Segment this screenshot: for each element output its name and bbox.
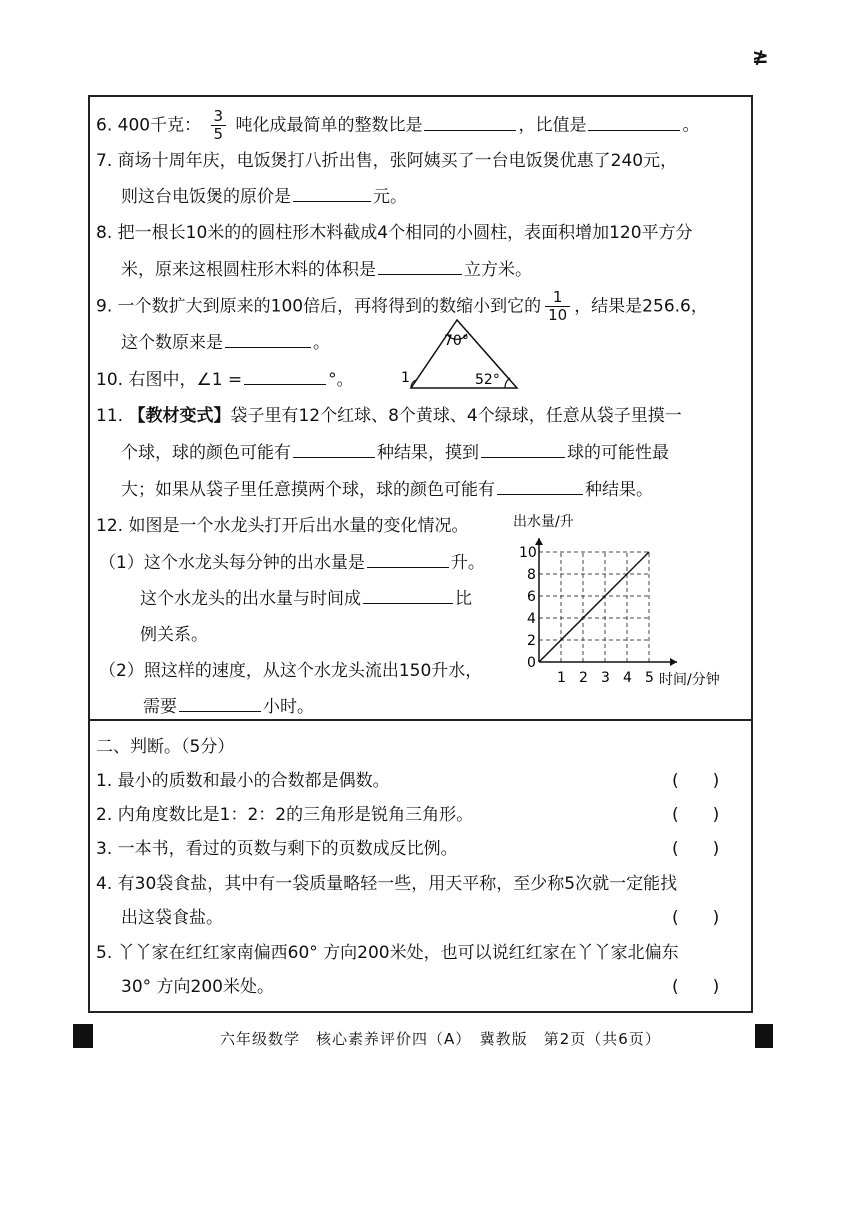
question-9-line2 [121, 328, 330, 353]
answer-parentheses[interactable]: ( ) [672, 908, 720, 928]
answer-blank[interactable] [378, 273, 462, 275]
q7-line2b: 元。 [373, 187, 407, 207]
question-number: 10. [96, 370, 124, 390]
y-axis-arrow [535, 538, 543, 545]
q12-p1d: 比 [455, 589, 472, 609]
fraction-1-10 [545, 289, 570, 324]
answer-blank[interactable] [424, 129, 516, 131]
question-11-line3 [121, 475, 653, 500]
answer-parentheses[interactable]: ( ) [672, 805, 720, 825]
y-axis-label: 出水量/升 [513, 514, 574, 530]
question-10 [96, 365, 354, 390]
answer-blank[interactable] [481, 456, 565, 458]
answer-parentheses[interactable]: ( ) [672, 771, 720, 791]
judge-item-1 [96, 766, 390, 791]
fraction-denominator: 5 [213, 125, 224, 143]
answer-blank[interactable] [497, 493, 583, 495]
question-number: 12. [96, 516, 124, 536]
judge-item-5 [96, 938, 679, 963]
textbook-variant-tag: 【教材变式】 [128, 406, 231, 426]
fraction-numerator: 1 [545, 289, 570, 307]
q12-intro: 如图是一个水龙头打开后出水量的变化情况。 [128, 516, 469, 536]
question-number: 6. [96, 115, 113, 136]
question-number: 9. [96, 296, 113, 317]
q7-line1: 商场十周年庆，电饭煲打八折出售，张阿姨买了一台电饭煲优惠了240元， [117, 151, 678, 171]
y-tick-label: 4 [527, 611, 536, 627]
item-text: 一本书，看过的页数与剩下的页数成反比例。 [117, 839, 458, 859]
q6-text-d: 。 [682, 115, 700, 136]
answer-blank[interactable] [588, 129, 680, 131]
q12-p2b: 需要 [143, 697, 177, 717]
judge-item-3 [96, 834, 458, 859]
page-mark: ≱ [752, 44, 769, 68]
question-11 [96, 401, 682, 426]
x-tick-label: 2 [579, 670, 588, 686]
item-number: 3. [96, 839, 113, 859]
q6-text-a: 400千克： [117, 115, 202, 136]
fraction-denominator: 10 [548, 306, 568, 324]
item-number: 5. [96, 943, 113, 963]
question-number: 7. [96, 151, 113, 171]
q12-p2c: 小时。 [263, 697, 314, 717]
page-footer: 六年级数学 核心素养评价四（A） 冀教版 第2页（共6页） [220, 1030, 661, 1048]
question-12 [96, 511, 468, 536]
q6-text-b: 吨化成最简单的整数比是 [235, 115, 423, 136]
answer-blank[interactable] [363, 602, 453, 604]
q9-line2a: 这个数原来是 [121, 333, 223, 353]
y-tick-label: 8 [527, 567, 536, 583]
x-tick-label: 1 [557, 670, 566, 686]
q12-part1-label: （1） [99, 553, 144, 573]
q12-part1-line2 [140, 584, 472, 609]
q12-part1-line3 [140, 620, 208, 645]
q12-part2-line2 [143, 692, 314, 717]
answer-blank[interactable] [179, 710, 261, 712]
answer-parentheses[interactable]: ( ) [672, 839, 720, 859]
y-tick-label: 2 [527, 633, 536, 649]
question-number: 8. [96, 223, 113, 243]
question-8-line2 [121, 255, 532, 280]
triangle-diagram [395, 316, 525, 392]
q8-line2a: 米，原来这根圆柱形木料的体积是 [121, 260, 376, 280]
section2-title: 二、判断。（5分） [96, 737, 235, 757]
q9-line1a: 一个数扩大到原来的100倍后，再将得到的数缩小到它的 [117, 296, 542, 317]
question-8 [96, 218, 693, 243]
q11-line2a: 个球，球的颜色可能有 [121, 443, 291, 463]
q11-line3b: 种结果。 [585, 480, 653, 500]
question-7 [96, 146, 677, 171]
angle-label-1: 1 [401, 370, 410, 386]
q11-line2c: 球的可能性最 [567, 443, 669, 463]
registration-mark-right [755, 1024, 773, 1048]
q8-line1: 把一根长10米的的圆柱形木料截成4个相同的小圆柱，表面积增加120平方分 [117, 223, 693, 243]
x-axis-arrow [670, 658, 677, 666]
fraction-numerator: 3 [211, 108, 227, 126]
q12-p1e: 例关系。 [140, 625, 208, 645]
answer-blank[interactable] [367, 566, 449, 568]
x-tick-label: 4 [623, 670, 632, 686]
question-6 [96, 108, 699, 143]
triangle-shape [411, 320, 517, 388]
item-text: 最小的质数和最小的合数都是偶数。 [117, 771, 390, 791]
answer-parentheses[interactable]: ( ) [672, 977, 720, 997]
q11-line2b: 种结果，摸到 [377, 443, 479, 463]
judge-item-4 [96, 869, 677, 894]
item-text-line2: 30° 方向200米处。 [121, 977, 274, 997]
item-text: 有30袋食盐，其中有一袋质量略轻一些，用天平称，至少称5次就一定能找 [117, 874, 678, 894]
x-tick-label: 5 [645, 670, 654, 686]
q9-line2b: 。 [313, 333, 330, 353]
item-number: 4. [96, 874, 113, 894]
q10-text-b: °。 [328, 370, 354, 390]
q8-line2b: 立方米。 [464, 260, 532, 280]
q6-text-c: ，比值是 [518, 115, 587, 136]
q7-line2a: 则这台电饭煲的原价是 [121, 187, 291, 207]
q11-line1: 袋子里有12个红球、8个黄球、4个绿球，任意从袋子里摸一 [230, 406, 682, 426]
item-text: 丫丫家在红红家南偏西60° 方向200米处，也可以说红红家在丫丫家北偏东 [117, 943, 679, 963]
item-text-line2: 出这袋食盐。 [121, 908, 223, 928]
q9-line1b: ，结果是256.6， [574, 296, 708, 317]
angle-label-top: 70° [444, 333, 469, 349]
q12-part1 [99, 548, 485, 573]
y-tick-label: 10 [519, 545, 537, 561]
question-number: 11. [96, 406, 124, 426]
answer-blank[interactable] [225, 346, 311, 348]
x-tick-label: 3 [601, 670, 610, 686]
question-7-line2 [121, 182, 407, 207]
fraction-3-5 [211, 108, 227, 143]
answer-blank[interactable] [293, 456, 375, 458]
q12-p2a: 照这样的速度，从这个水龙头流出150升水， [143, 661, 483, 681]
answer-blank[interactable] [293, 200, 371, 202]
water-output-chart [505, 510, 750, 690]
x-axis-label: 时间/分钟 [659, 672, 720, 688]
q11-line3a: 大；如果从袋子里任意摸两个球，球的颜色可能有 [121, 480, 495, 500]
q12-part2 [99, 656, 482, 681]
question-11-line2 [121, 438, 669, 463]
angle-label-right: 52° [475, 372, 500, 388]
item-number: 1. [96, 771, 113, 791]
q10-text-a: 右图中，∠1 = [128, 370, 243, 390]
q12-p1b: 升。 [450, 553, 485, 573]
item-text: 内角度数比是1：2：2的三角形是锐角三角形。 [117, 805, 474, 825]
judge-item-2 [96, 800, 473, 825]
q12-p1c: 这个水龙头的出水量与时间成 [140, 589, 361, 609]
section-divider [88, 719, 753, 721]
item-number: 2. [96, 805, 113, 825]
q12-p1a: 这个水龙头每分钟的出水量是 [143, 553, 365, 573]
q12-part2-label: （2） [99, 661, 144, 681]
y-tick-label: 0 [527, 655, 536, 671]
registration-mark-left [73, 1024, 93, 1048]
answer-blank[interactable] [244, 383, 326, 385]
y-tick-label: 6 [527, 589, 536, 605]
series-line [539, 552, 649, 662]
